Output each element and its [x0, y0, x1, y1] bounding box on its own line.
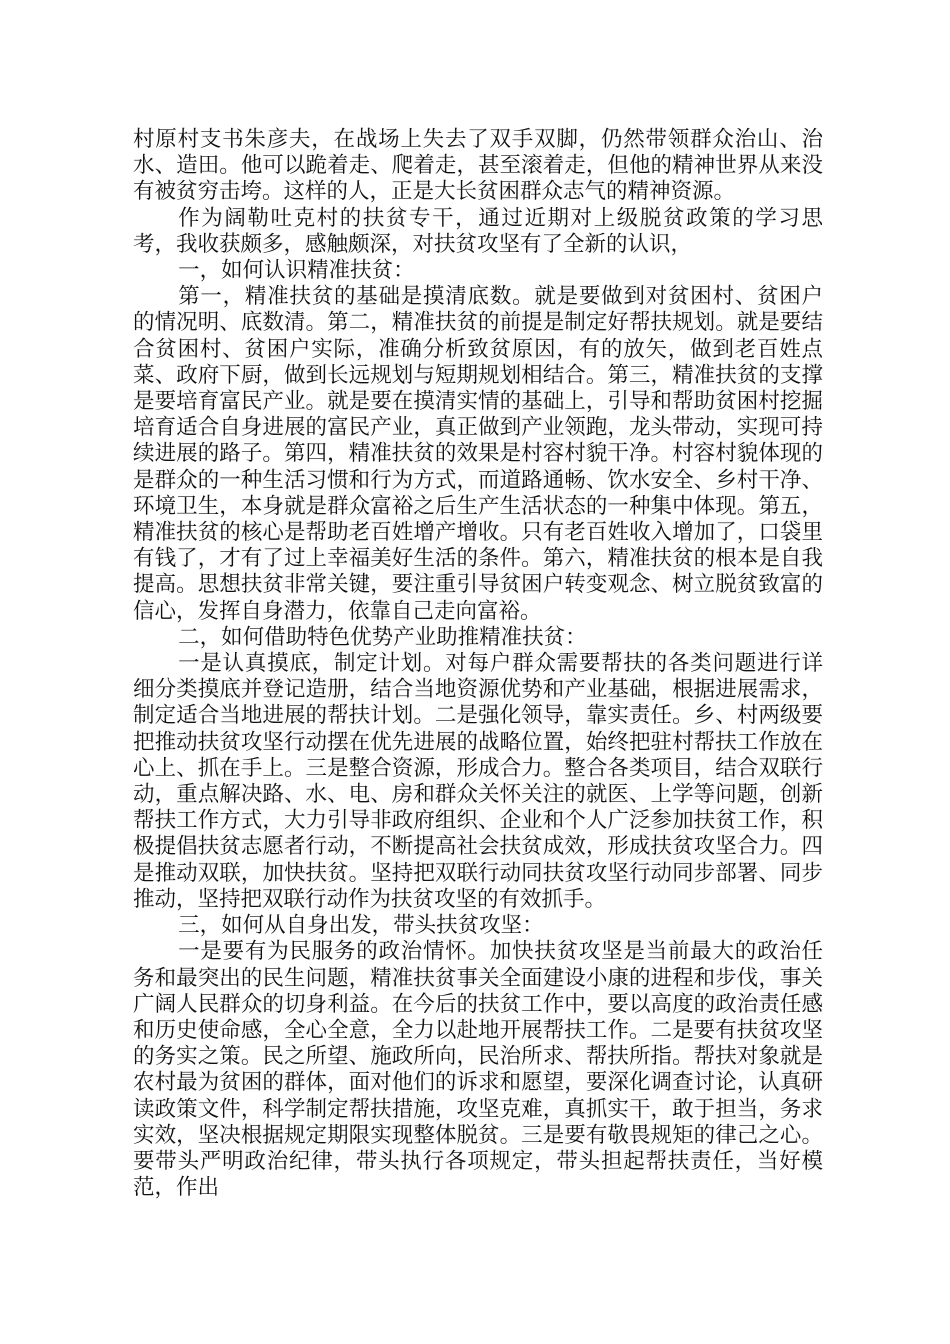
document-body — [133, 127, 823, 1201]
paragraph-reflection: 作为阔勒吐克村的扶贫专干，通过近期对上级脱贫政策的学习思考，我收获颇多，感触颇深，对扶贫攻坚有了全新的认识， — [133, 205, 823, 257]
section-heading-2: 二，如何借助特色优势产业助推精准扶贫： — [178, 624, 587, 650]
paragraph-intro-continuation: 村原村支书朱彦夫，在战场上失去了双手双脚，仍然带领群众治山、治水、造田。他可以跪着走、爬着走，甚至滚着走，但他的精神世界从来没有被贫穷击垮。这样的人，正是大长贫困群众志气的精神资源。 — [133, 127, 823, 205]
section-heading-1: 一，如何认识精准扶贫： — [178, 258, 415, 284]
paragraph-section-2: 一是认真摸底，制定计划。对每户群众需要帮扶的各类问题进行详细分类摸底并登记造册，结合当地资源优势和产业基础，根据进展需求，制定适合当地进展的帮扶计划。二是强化领导，靠实责任。乡、村两级要把推动扶贫攻坚行动摆在优先进展的战略位置，始终把驻村帮扶工作放在心上、抓在手上。三是整合资源，形成合力。整合各类项目，结合双联行动，重点解决路、水、电、房和群众关怀关注的就医、上学等问题，创新帮扶工作方式，大力引导非政府组织、企业和个人广泛参加扶贫工作，积极提倡扶贫志愿者行动，不断提高社会扶贫成效，形成扶贫攻坚合力。四是推动双联，加快扶贫。坚持把双联行动同扶贫攻坚行动同步部署、同步推动，坚持把双联行动作为扶贫攻坚的有效抓手。 — [133, 651, 823, 912]
paragraph-section-1: 第一，精准扶贫的基础是摸清底数。就是要做到对贫困村、贫困户的情况明、底数清。第二，精准扶贫的前提是制定好帮扶规划。就是要结合贫困村、贫困户实际，准确分析致贫原因，有的放矢，做到老百姓点菜、政府下厨，做到长远规划与短期规划相结合。第三，精准扶贫的支撑是要培育富民产业。就是要在摸清实情的基础上，引导和帮助贫困村挖掘培育适合自身进展的富民产业，真正做到产业领跑，龙头带动，实现可持续进展的路子。第四，精准扶贫的效果是村容村貌干净。村容村貌体现的是群众的一种生活习惯和行为方式，而道路通畅、饮水安全、乡村干净、环境卫生，本身就是群众富裕之后生产生活状态的一种集中体现。第五，精准扶贫的核心是帮助老百姓增产增收。只有老百姓收入增加了，口袋里有钱了，才有了过上幸福美好生活的条件。第六，精准扶贫的根本是自我提高。思想扶贫非常关键，要注重引导贫困户转变观念、树立脱贫致富的信心，发挥自身潜力，依靠自己走向富裕。 — [133, 284, 823, 624]
section-heading-3: 三，如何从自身出发，带头扶贫攻坚： — [178, 913, 544, 939]
paragraph-section-3: 一是要有为民服务的政治情怀。加快扶贫攻坚是当前最大的政治任务和最突出的民生问题，精准扶贫事关全面建设小康的进程和步伐，事关广阔人民群众的切身利益。在今后的扶贫工作中，要以高度的政治责任感和历史使命感，全心全意，全力以赴地开展帮扶工作。二是要有扶贫攻坚的务实之策。民之所望、施政所向，民治所求、帮扶所指。帮扶对象就是农村最为贫困的群体，面对他们的诉求和愿望，要深化调查讨论，认真研读政策文件，科学制定帮扶措施，攻坚克难，真抓实干，敢于担当，务求实效，坚决根据规定期限实现整体脱贫。三是要有敬畏规矩的律己之心。要带头严明政治纪律，带头执行各项规定，带头担起帮扶责任，当好模范，作出 — [133, 939, 823, 1201]
